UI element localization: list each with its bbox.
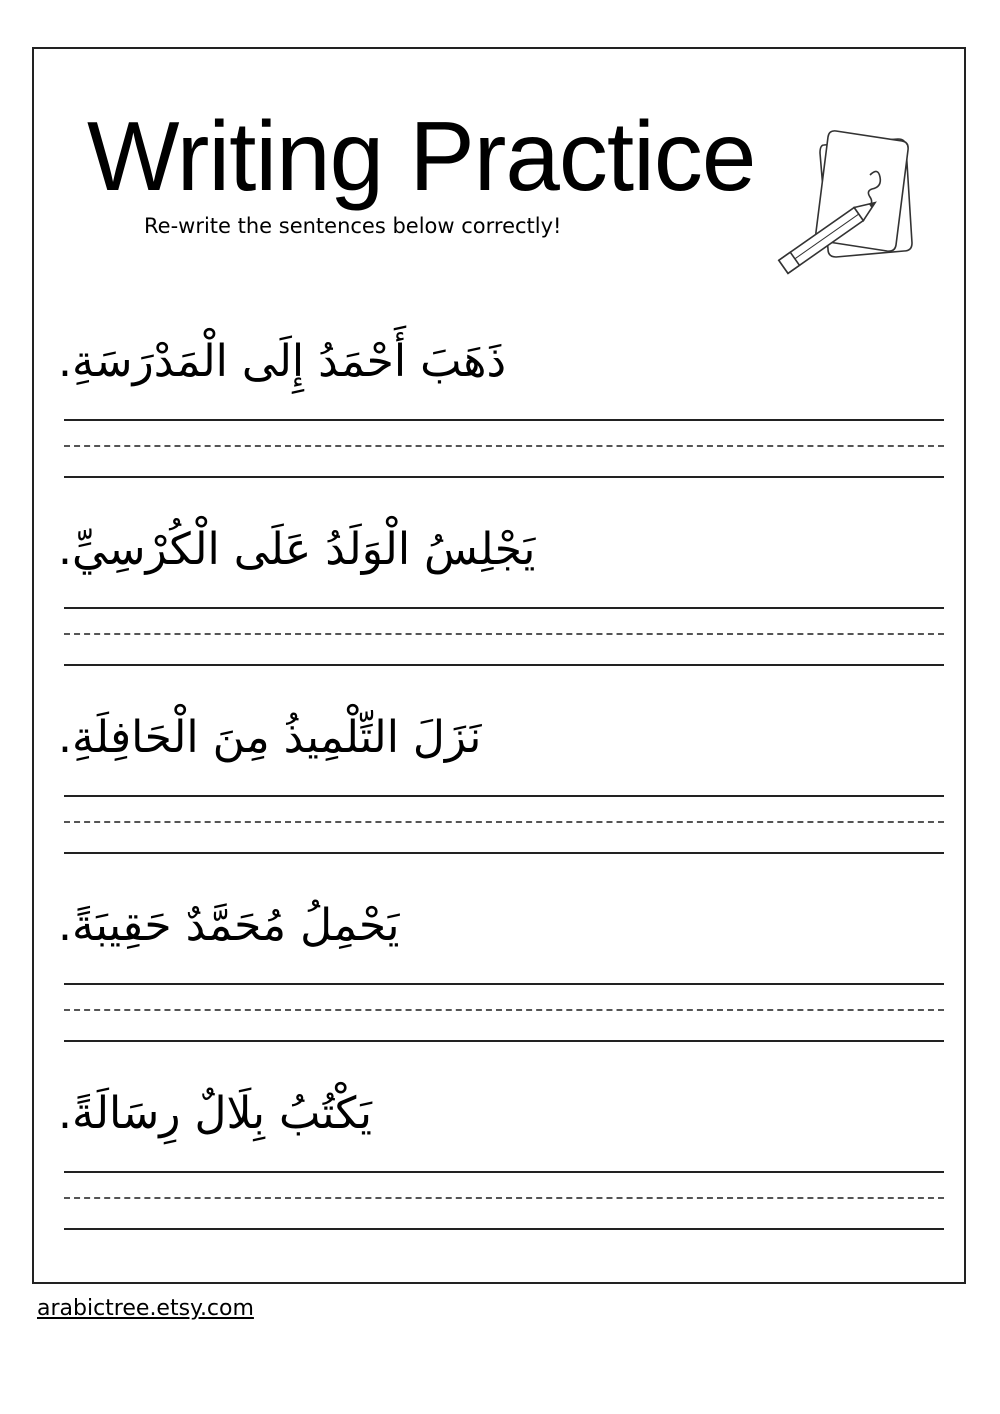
writing-line-bottom: [64, 1040, 944, 1042]
writing-line-bottom: [64, 1228, 944, 1230]
arabic-sentence: ذَهَبَ أَحْمَدُ إِلَى الْمَدْرَسَةِ.: [58, 336, 507, 387]
writing-line-top: [64, 795, 944, 797]
arabic-sentence: يَكْتُبُ بِلَالٌ رِسَالَةً.: [58, 1088, 372, 1139]
shop-link[interactable]: arabictree.etsy.com: [37, 1296, 254, 1321]
writing-line-mid: [64, 1197, 944, 1199]
instructions-subtitle: Re-write the sentences below correctly!: [144, 214, 562, 238]
page-title: Writing Practice: [87, 101, 756, 211]
worksheet-frame: [32, 47, 966, 1284]
sentence-row-5: [34, 1061, 964, 1251]
sentence-row-3: [34, 685, 964, 875]
arabic-sentence: يَحْمِلُ مُحَمَّدٌ حَقِيبَةً.: [58, 900, 400, 951]
sentence-row-1: [34, 309, 964, 499]
writing-line-bottom: [64, 664, 944, 666]
writing-line-bottom: [64, 476, 944, 478]
writing-line-top: [64, 419, 944, 421]
arabic-sentence: نَزَلَ التِّلْمِيذُ مِنَ الْحَافِلَةِ.: [58, 712, 482, 763]
writing-line-top: [64, 1171, 944, 1173]
writing-line-mid: [64, 1009, 944, 1011]
writing-line-top: [64, 607, 944, 609]
writing-line-top: [64, 983, 944, 985]
writing-line-mid: [64, 821, 944, 823]
pencil-on-cards-icon: [766, 127, 916, 281]
sentence-row-2: [34, 497, 964, 687]
sentence-row-4: [34, 873, 964, 1063]
writing-line-mid: [64, 445, 944, 447]
writing-line-mid: [64, 633, 944, 635]
writing-line-bottom: [64, 852, 944, 854]
arabic-sentence: يَجْلِسُ الْوَلَدُ عَلَى الْكُرْسِيِّ.: [58, 524, 536, 575]
